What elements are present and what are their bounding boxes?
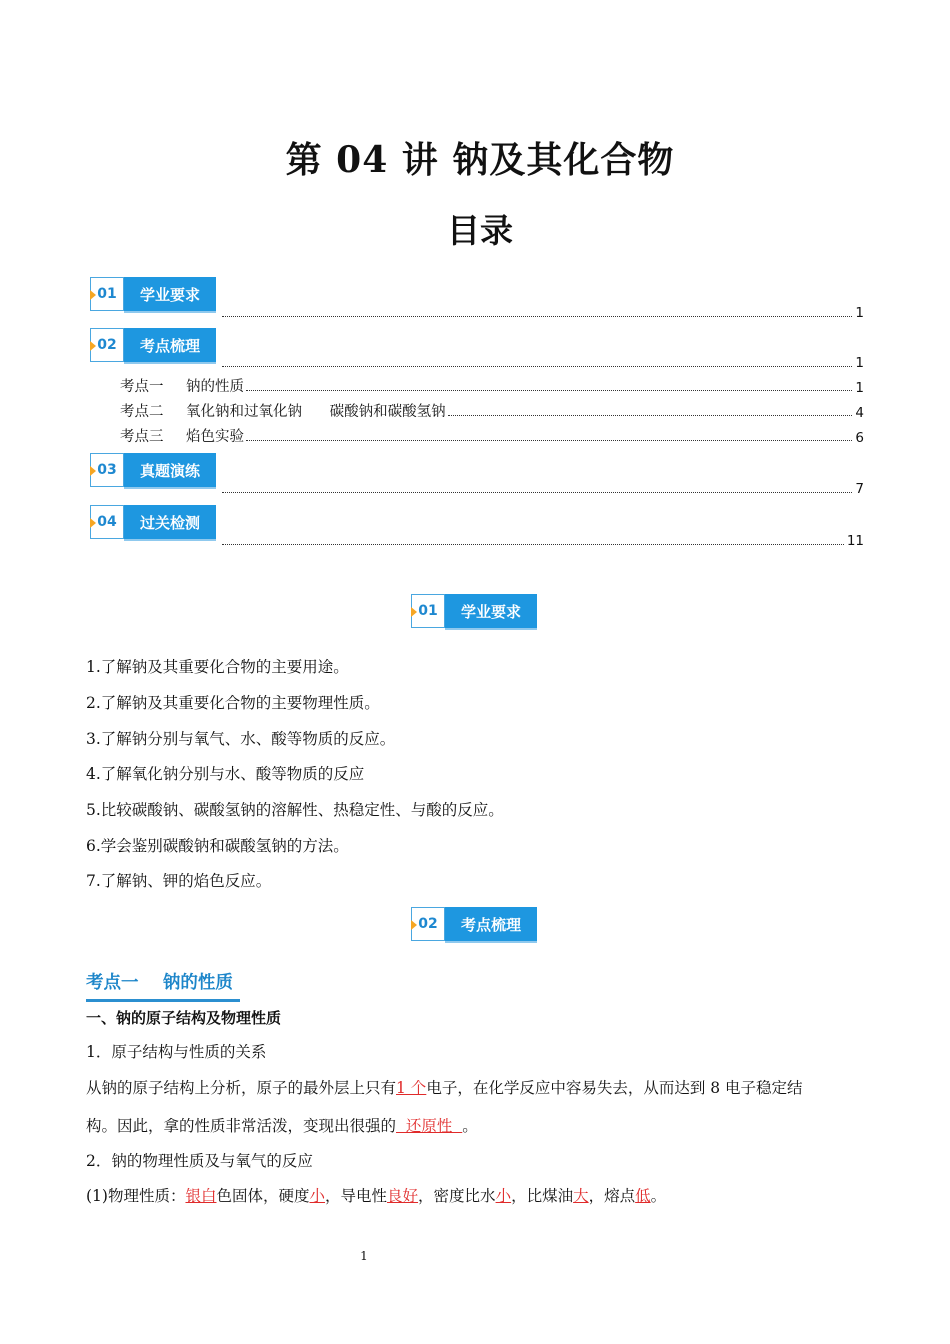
sub-heading: 一、钠的原子结构及物理性质 (86, 1009, 282, 1027)
toc-badge-1[interactable] (90, 277, 216, 311)
text-run: (1)物理性质： (86, 1187, 186, 1205)
answer-blank: 还原性 (396, 1117, 463, 1135)
page-ref: 1 (855, 305, 864, 321)
toc-title: 目录 (447, 211, 513, 250)
toc-entry-4[interactable] (222, 531, 864, 549)
toc-sub-tag: 考点一 (120, 379, 164, 395)
page-ref: 11 (846, 533, 864, 549)
leader-dots (222, 492, 852, 493)
badge-label: 学业要求 (445, 594, 537, 628)
badge-number: 01 (90, 277, 124, 311)
badge-number: 02 (411, 907, 445, 941)
text-run: ，熔点 (588, 1187, 636, 1205)
toc-sub-text: 钠的性质 (186, 379, 244, 395)
requirement-item: 4.了解氧化钠分别与水、酸等物质的反应 (86, 765, 365, 783)
page-ref: 6 (855, 430, 864, 446)
toc-sub-text: 氧化钠和过氧化钠 碳酸钠和碳酸氢钠 (186, 404, 446, 420)
text-run: 构。因此，拿的性质非常活泼，变现出很强的 (86, 1117, 397, 1135)
requirement-item: 1.了解钠及其重要化合物的主要用途。 (86, 658, 349, 676)
requirement-item: 6.学会鉴别碳酸钠和碳酸氢钠的方法。 (86, 837, 349, 855)
text-run: ，密度比水 (418, 1187, 496, 1205)
toc-entry-3[interactable] (222, 479, 864, 497)
toc-sub-entry-1[interactable] (120, 376, 864, 396)
page-ref: 4 (855, 405, 864, 421)
answer-blank: 大 (573, 1187, 589, 1205)
toc-entry-2[interactable] (222, 353, 864, 371)
item-heading-2: 2．钠的物理性质及与氧气的反应 (86, 1152, 313, 1170)
toc-sub-text: 焰色实验 (186, 429, 244, 445)
badge-label: 学业要求 (124, 277, 216, 311)
badge-number: 01 (411, 594, 445, 628)
leader-dots (222, 316, 852, 317)
leader-dots (222, 544, 844, 545)
leader-dots (448, 415, 853, 416)
text-run: 。 (462, 1117, 478, 1135)
text-run: ，比煤油 (511, 1187, 574, 1205)
badge-number: 04 (90, 505, 124, 539)
section-badge-01 (411, 594, 537, 628)
section-badge-02 (411, 907, 537, 941)
heading-underline (86, 999, 240, 1002)
answer-blank: 良好 (387, 1187, 419, 1205)
document-title: 第 04 讲 钠及其化合物 (285, 139, 675, 181)
page-number: 1 (360, 1249, 368, 1263)
badge-number: 02 (90, 328, 124, 362)
badge-label: 考点梳理 (445, 907, 537, 941)
paragraph-1 (86, 1076, 803, 1098)
badge-label: 考点梳理 (124, 328, 216, 362)
leader-dots (246, 390, 852, 391)
leader-dots (222, 366, 852, 367)
answer-blank: 小 (495, 1187, 512, 1205)
text-run: 。 (650, 1187, 667, 1205)
badge-label: 过关检测 (124, 505, 216, 539)
text-run: 从钠的原子结构上分析，原子的最外层上只有 (86, 1079, 397, 1097)
toc-sub-tag: 考点二 (120, 404, 164, 420)
page-ref: 7 (855, 481, 864, 497)
answer-blank: 小 (309, 1187, 326, 1205)
kaodian-heading: 考点一 钠的性质 (86, 973, 233, 993)
toc-sub-tag: 考点三 (120, 429, 164, 445)
requirement-item: 5.比较碳酸钠、碳酸氢钠的溶解性、热稳定性、与酸的反应。 (86, 801, 504, 819)
toc-sub-entry-3[interactable] (120, 426, 864, 446)
requirement-item: 3.了解钠分别与氧气、水、酸等物质的反应。 (86, 730, 396, 748)
requirement-item: 2.了解钠及其重要化合物的主要物理性质。 (86, 694, 380, 712)
answer-blank: 银白 (185, 1187, 217, 1205)
text-run: ，导电性 (325, 1187, 388, 1205)
page-ref: 1 (855, 380, 864, 396)
toc-sub-entry-2[interactable] (120, 401, 864, 421)
paragraph-3 (86, 1184, 666, 1206)
text-run: 电子，在化学反应中容易失去，从而达到 8 电子稳定结 (426, 1079, 803, 1097)
answer-blank: 1 个 (396, 1079, 427, 1097)
text-run: 色固体，硬度 (216, 1187, 310, 1205)
toc-badge-3[interactable] (90, 453, 216, 487)
answer-blank: 低 (635, 1187, 651, 1205)
requirement-item: 7.了解钠、钾的焰色反应。 (86, 872, 272, 890)
badge-number: 03 (90, 453, 124, 487)
toc-badge-2[interactable] (90, 328, 216, 362)
badge-label: 真题演练 (124, 453, 216, 487)
leader-dots (246, 440, 852, 441)
item-heading-1: 1．原子结构与性质的关系 (86, 1043, 267, 1061)
page-ref: 1 (855, 355, 864, 371)
paragraph-2 (86, 1114, 478, 1136)
toc-badge-4[interactable] (90, 505, 216, 539)
toc-entry-1[interactable] (222, 303, 864, 321)
